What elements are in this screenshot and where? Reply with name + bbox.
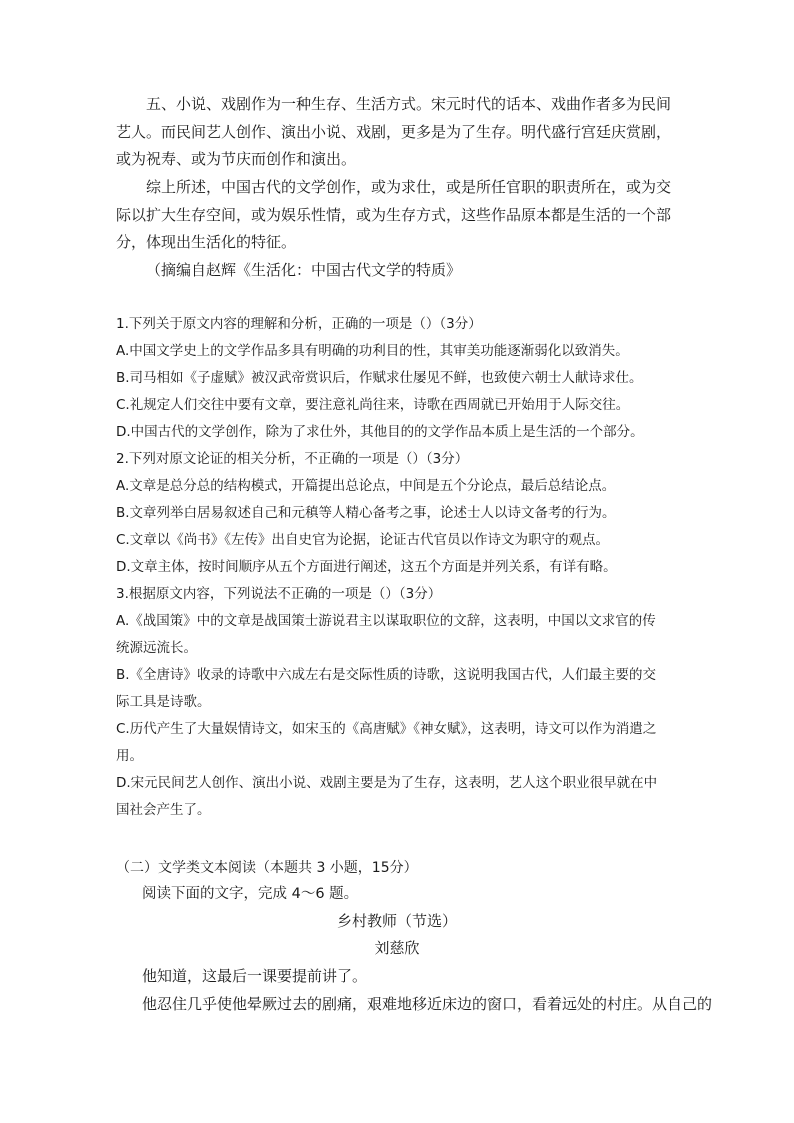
story-paragraph-1: 他知道，这最后一课要提前讲了。 [142, 967, 368, 985]
question-2-stem: 2.下列对原文论证的相关分析，不正确的一项是（）（3分） [116, 451, 469, 467]
question-2-option-d: D.文章主体，按时间顺序从五个方面进行阐述，这五个方面是并列关系，有详有略。 [116, 559, 617, 575]
question-3-option-d-line2: 国社会产生了。 [116, 802, 211, 818]
section-2-instruction: 阅读下面的文字，完成 4～6 题。 [142, 886, 359, 902]
question-2-option-b: B.文章列举白居易叙述自己和元稹等人精心备考之事，论述士人以诗文备考的行为。 [116, 505, 616, 521]
passage-summary-paragraph: 综上所述，中国古代的文学创作，或为求仕，或是所任官职的职责所在，或为交际以扩大生存空间，或为娱乐性情，或为生存方式，这些作品原本都是生活的一个部分，体现出生活化的特征。 [116, 178, 672, 251]
question-1-option-b: B.司马相如《子虚赋》被汉武帝赏识后，作赋求仕屡见不鲜，也致使六朝士人献诗求仕。 [116, 370, 643, 386]
question-3-option-d-line1: D.宋元民间艺人创作、演出小说、戏剧主要是为了生存，这表明，艺人这个职业很早就在中 [116, 775, 658, 791]
question-3-option-a-line2: 统源远流长。 [116, 640, 197, 656]
question-2-option-c: C.文章以《尚书》《左传》出自史官为论据，论证古代官员以作诗文为职守的观点。 [116, 532, 609, 548]
question-3-option-b-line2: 际工具是诗歌。 [116, 694, 211, 710]
question-3-option-a-line1: A.《战国策》中的文章是战国策士游说君主以谋取职位的文辞，这表明，中国以文求官的传 [116, 613, 656, 629]
question-1-option-d: D.中国古代的文学创作，除为了求仕外，其他目的的文学作品本质上是生活的一个部分。 [116, 424, 644, 440]
question-3-stem: 3.根据原文内容，下列说法不正确的一项是（）（3分） [116, 586, 442, 602]
question-2-option-a: A.文章是总分总的结构模式，开篇提出总论点，中间是五个分论点，最后总结论点。 [116, 478, 616, 494]
story-title: 乡村教师（节选） [336, 912, 457, 930]
passage-source-citation: （摘编自赵辉《生活化：中国古代文学的特质》 [146, 261, 462, 279]
question-1-option-c: C.礼规定人们交往中要有文章，要注意礼尚往来，诗歌在西周就已开始用于人际交往。 [116, 397, 630, 413]
section-2-heading: （二）文学类文本阅读（本题共 3 小题，15分） [116, 860, 418, 876]
story-author: 刘慈欣 [374, 939, 420, 957]
question-3 [116, 581, 682, 824]
question-3-option-b-line1: B.《全唐诗》收录的诗歌中六成左右是交际性质的诗歌，这说明我国古代，人们最主要的交 [116, 667, 657, 683]
question-1-option-a: A.中国文学史上的文学作品多具有明确的功利目的性，其审美功能逐渐弱化以致消失。 [116, 343, 629, 359]
question-1-stem: 1.下列关于原文内容的理解和分析，正确的一项是（）（3分） [116, 316, 482, 332]
question-3-option-c-line2: 用。 [116, 748, 143, 764]
question-2 [116, 446, 682, 581]
passage-paragraph-5: 五、小说、戏剧作为一种生存、生活方式。宋元时代的话本、戏曲作者多为民间艺人。而民间艺人创作、演出小说、戏剧，更多是为了生存。明代盛行宫廷庆赏剧，或为祝寿、或为节庆而创作和演出。 [116, 95, 672, 168]
story-paragraph-2: 他忍住几乎使他晕厥过去的剧痛，艰难地移近床边的窗口，看着远处的村庄。从自己的 [142, 995, 713, 1013]
question-1 [116, 311, 682, 446]
question-3-option-c-line1: C.历代产生了大量娱情诗文，如宋玉的《高唐赋》《神女赋》，这表明，诗文可以作为消遣之 [116, 721, 657, 737]
